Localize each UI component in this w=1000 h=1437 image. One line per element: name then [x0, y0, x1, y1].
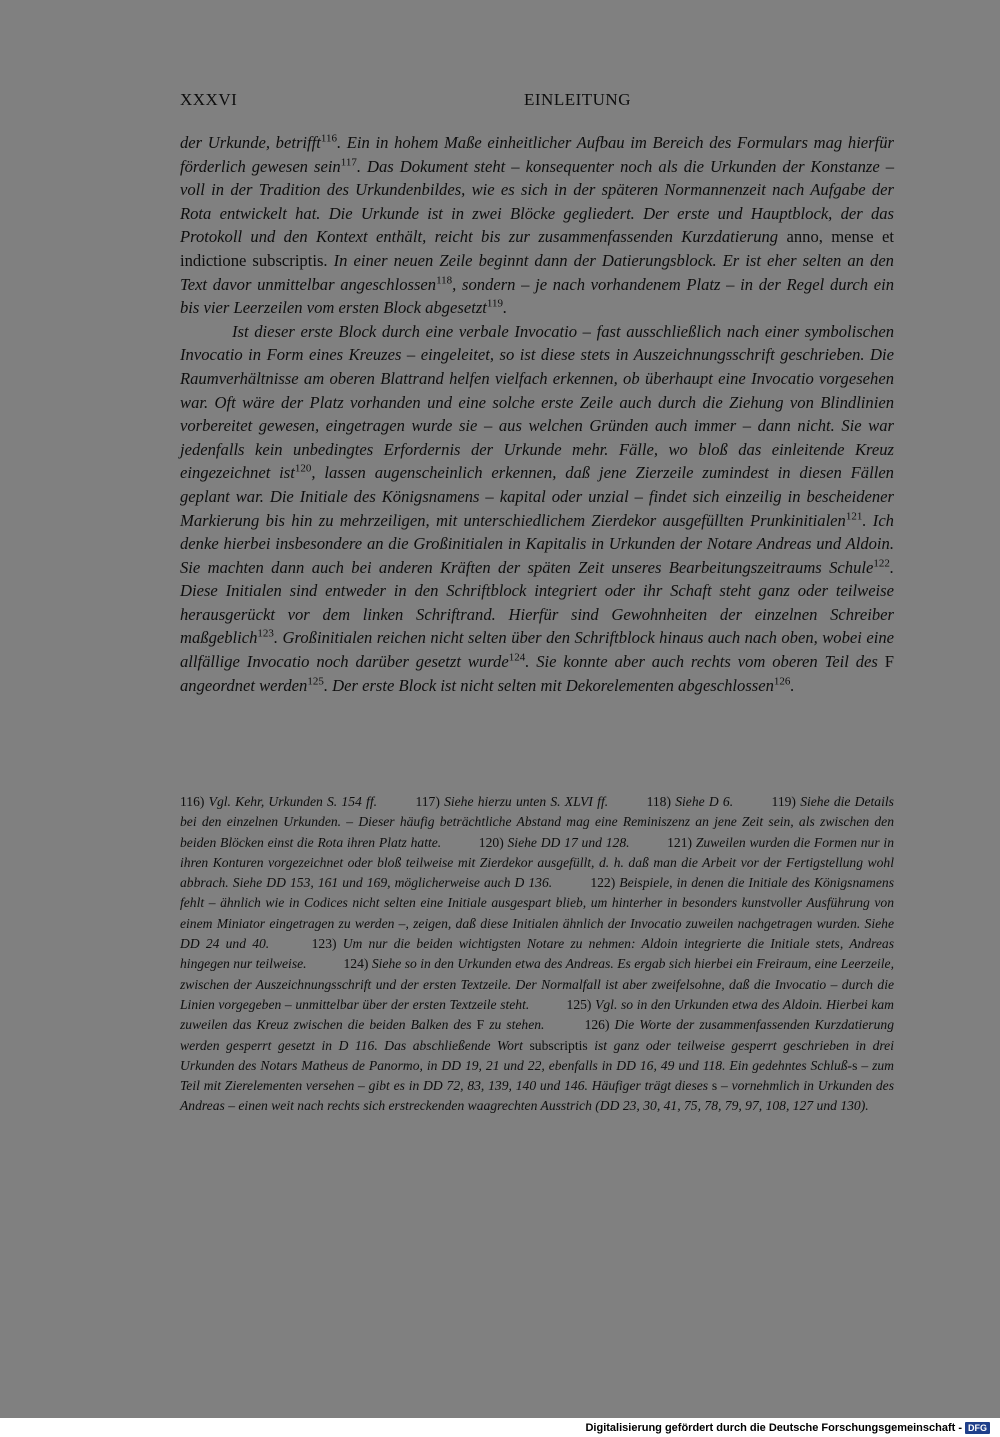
text-run: . Sie konnte aber auch rechts vom oberen Teil des [525, 652, 885, 672]
footnotes [180, 792, 894, 1117]
footnote-reference: 119 [486, 297, 503, 310]
paragraph [180, 320, 894, 698]
footnote-reference: 124 [508, 651, 526, 664]
footnote-reference: 118 [436, 274, 453, 287]
upright-text: s [711, 1078, 718, 1094]
text-run: Siehe DD 17 und 128. [503, 834, 630, 850]
text-run: . [790, 675, 795, 695]
footnote-number: 116) [180, 794, 205, 809]
text-run: Zuweilen wurden die Formen nur in ihren Konturen vorgezeichnet oder bloß teilweise mit Zierdekor ausgefüllt, d. h. daß man die Arbeit vor der Fertigstellung wohl abbrach. Siehe DD 153, 161 und 169, möglicherweise auch D 136. [180, 834, 894, 891]
funding-footer [585, 1420, 990, 1436]
footnote-reference: 121 [845, 509, 863, 522]
footnote-reference: 117 [340, 156, 357, 169]
running-title: EINLEITUNG [524, 90, 631, 109]
text-run: Beispiele, in denen die Initiale des Königsnamens fehlt – ähnlich wie in Codices nicht selten eine Initiale ausgespart blieb, um hinterher in besonders kunstvoller Ausführung von einem Miniator eingetragen zu werden –, zeigen, daß diese Initialen ähnlich der Invocatio zuweilen nachgetragen wurden. Siehe DD 24 und 40. [180, 875, 894, 952]
text-run: Um nur die beiden wichtigsten Notare zu nehmen: Aldoin integrierte die Initiale stets, Andreas hingegen nur teilweise. [180, 936, 894, 972]
text-run: Ist dieser erste Block durch eine verbale Invocatio – fast ausschließlich nach einer symbolischen Invocatio in Form eines Kreuzes – eingeleitet, so ist diese stets in Auszeichnungsschrift geschrieben. Die Raumverhältnisse am oberen Blattrand helfen vielfach erkennen, ob überhaupt eine Invocatio vorgesehen war. Oft wäre der Platz vorhanden und eine solche erste Zeile auch durch die Ziehung von Blindlinien vorbereitet gewesen, eingetragen wurde sie – aus welchen Gründen auch immer – dann nicht. Sie war jedenfalls kein unbedingtes Erfordernis der Urkunde mehr. Fälle, wo bloß das einleitende Kreuz eingezeichnet ist [180, 321, 894, 483]
footnote-reference: 123 [257, 627, 274, 640]
funding-text: Digitalisierung gefördert durch die Deutsche Forschungsgemeinschaft - [585, 1422, 962, 1434]
text-run: Vgl. so in den Urkunden etwa des Aldoin. Hierbei kam zuweilen das Kreuz zwischen die beiden Balken des [180, 996, 894, 1033]
text-run: der Urkunde, betrifft [180, 133, 321, 152]
upright-text: subscriptis [529, 1037, 588, 1053]
text-run: Siehe D 6. [671, 794, 734, 809]
upright-text: s [852, 1057, 858, 1073]
text-run: ist ganz oder teilweise gesperrt geschrieben in drei Urkunden des Notars Matheus de Panormo, in DD 19, 21 und 22, ebenfalls in DD 16, 49 und 118. Ein gedehntes Schluß- [180, 1037, 894, 1073]
footnote-number: 123) [311, 936, 337, 952]
text-run: zu stehen. [484, 1017, 545, 1033]
footnote-reference: 116 [320, 132, 337, 145]
footnote-number: 126) [584, 1017, 610, 1033]
footnote [415, 794, 608, 809]
dfg-logo: DFG [965, 1422, 990, 1434]
text-run: In einer neuen Zeile beginnt dann der Datierungsblock. Er ist eher selten an den Text davor unmittelbar angeschlossen [180, 250, 894, 294]
text-run: . Großinitialen reichen nicht selten über den Schriftblock hinaus auch nach oben, wobei eine allfällige Invocatio noch darüber gesetzt wurde [180, 628, 894, 672]
text-run: Vgl. Kehr, Urkunden S. 154 ff. [204, 794, 377, 809]
footnote-number: 124) [343, 956, 369, 972]
text-run: – zum Teil mit Zierelementen versehen – gibt es in DD 72, 83, 139, 140 und 146. Häufiger trägt dieses [180, 1057, 894, 1094]
main-text [180, 131, 894, 697]
text-run: Siehe hierzu unten S. XLVI ff. [439, 794, 609, 809]
paragraph [180, 131, 894, 320]
text-run: . Der erste Block ist nicht selten mit Dekorelementen abgeschlossen [323, 675, 774, 695]
page-header [180, 90, 895, 116]
footnote-number: 125) [566, 996, 592, 1012]
text-run: Die Worte der zusammenfassenden Kurzdatierung werden gesperrt gesetzt in D 116. Das abschließende Wort [180, 1017, 894, 1053]
footnote-number: 119) [771, 794, 796, 809]
footnote-number: 120) [478, 834, 504, 850]
text-run: , lassen augenscheinlich erkennen, daß jene Zierzeile zumindest in diesen Fällen geplant war. Die Initiale des Königsnamens – kapital oder unzial – findet sich einzeilig in bescheidener Markierung bis hin zu mehrzeiligen, mit unterschiedlichem Zierdekor ausgefüllten Prunkinitialen [180, 463, 894, 530]
footnote-number: 117) [415, 794, 440, 809]
footnote-reference: 120 [294, 462, 312, 475]
text-run: , sondern – je nach vorhandenem Platz – in der Regel durch ein bis vier Leerzeilen vom ersten Block abgesetzt [180, 274, 894, 318]
footnote-reference: 125 [307, 675, 324, 688]
text-run: – vornehmlich in Urkunden des Andreas – einen weit nach rechts sich erstreckenden waagrechten Ausstrich (DD 23, 30, 41, 75, 78, 79, 97, 108, 127 und 130). [180, 1078, 894, 1114]
footnote-reference: 122 [873, 557, 890, 570]
text-run: Siehe so in den Urkunden etwa des Andreas. Es ergab sich hierbei ein Freiraum, eine Leerzeile, zwischen der Auszeichnungsschrift und der ersten Textzeile. Der Normalfall ist aber zweifelsohne, daß die Invocatio – durch die Linien vorgegeben – unmittelbar über der ersten Textzeile steht. [180, 956, 894, 1012]
text-run: . [503, 298, 508, 318]
footnote-number: 118) [646, 794, 671, 809]
footnote [180, 794, 377, 809]
text-run: . Ein in hohem Maße einheitlicher Aufbau im Bereich des Formulars mag hierfür förderlich gewesen sein [180, 133, 894, 176]
footnote [647, 794, 734, 809]
text-run: . Das Dokument steht – konsequenter noch als die Urkunden der Konstanze – voll in der Tradition des Urkundenbildes, wie es sich in der späteren Normannenzeit nach Aufgabe der Rota entwickelt hat. Die Urkunde ist in zwei Blöcke gegliedert. Der erste und Hauptblock, der das Protokoll und den Kontext enthält, reicht bis zur zusammenfassenden Kurzdatierung [180, 156, 894, 247]
text-run: . Ich denke hierbei insbesondere an die Großinitialen in Kapitalis in Urkunden der Notare Andreas und Aldoin. Sie machten dann auch bei anderen Kräften der späten Zeit unseres Bearbeitungszeitraums Schule [180, 510, 894, 577]
upright-text: anno, mense et indictione subscriptis. [180, 227, 894, 270]
footnote-number: 122) [590, 875, 616, 891]
upright-text: F [884, 652, 894, 672]
upright-text: F [476, 1017, 485, 1033]
text-run: Siehe die Details bei den einzelnen Urkunden. – Dieser häufig beträchtliche Abstand mag eine Reminiszenz an jene Zeit sein, als zwischen den beiden Blöcken einst die Rota ihren Platz hatte. [180, 794, 894, 850]
text-run: . Diese Initialen sind entweder in den Schriftblock integriert oder ihr Schaft steht ganz oder teilweise herausgerückt vor dem linken Schriftrand. Hierfür sind Gewohnheiten der einzelnen Schreiber maßgeblich [180, 557, 894, 648]
footnote [479, 835, 630, 850]
footnote-number: 121) [667, 834, 693, 850]
page-number: XXXVI [180, 90, 238, 109]
footnote-reference: 126 [773, 675, 791, 688]
text-run: angeordnet werden [180, 675, 308, 695]
